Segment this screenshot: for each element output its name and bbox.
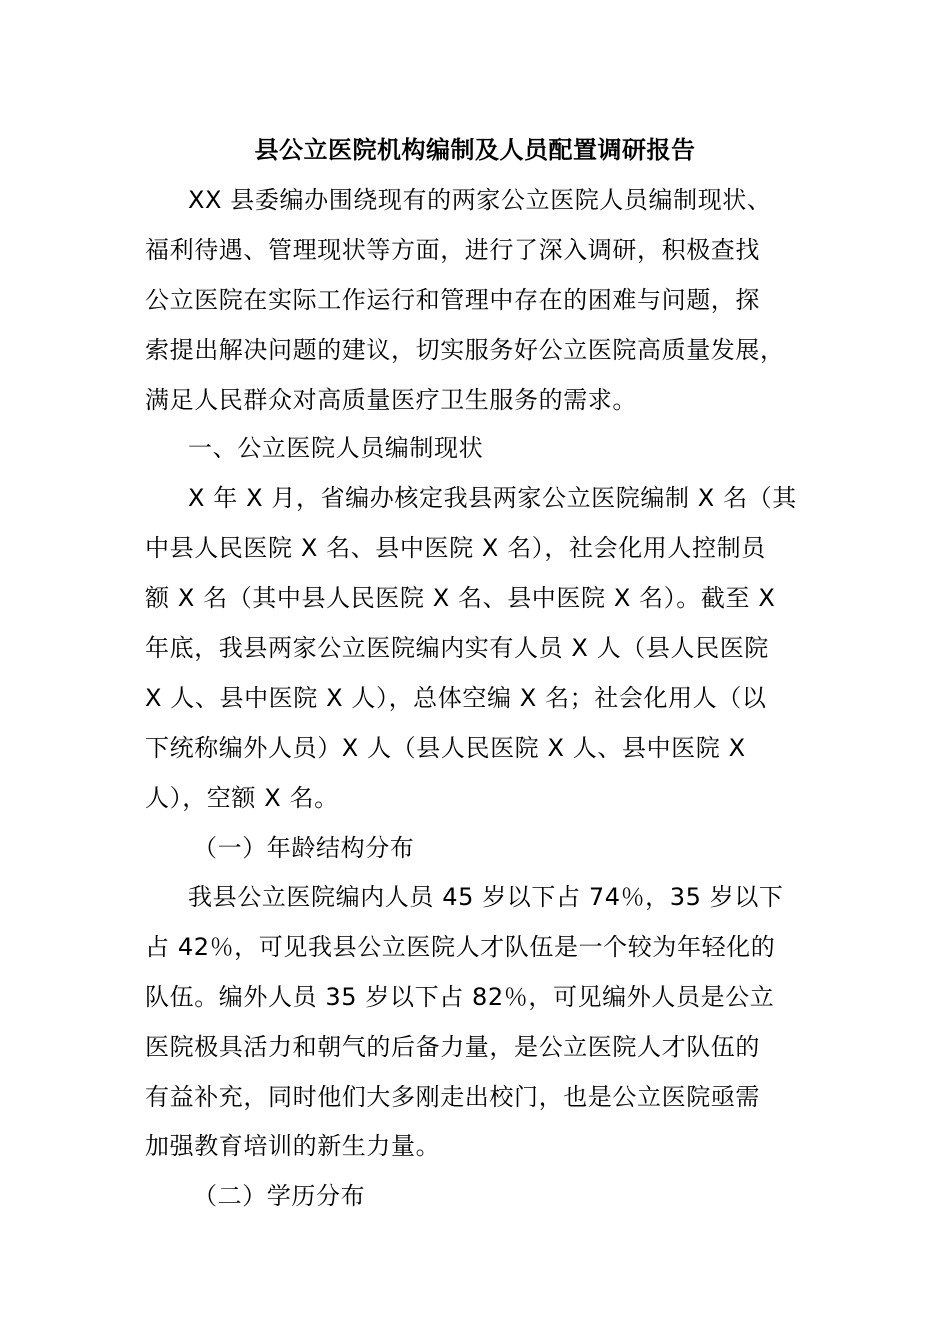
- paragraph-line: 占 42％，可见我县公立医院人才队伍是一个较为年轻化的: [145, 933, 776, 961]
- section-heading: 一、公立医院人员编制现状: [188, 434, 484, 462]
- paragraph-line: X 年 X 月，省编办核定我县两家公立医院编制 X 名（其: [188, 484, 797, 512]
- subsection-heading: （二）学历分布: [193, 1182, 366, 1210]
- paragraph-line: 公立医院在实际工作运行和管理中存在的困难与问题，探: [145, 286, 760, 314]
- paragraph-line: 满足人民群众对高质量医疗卫生服务的需求。: [145, 386, 637, 414]
- paragraph-line: 人），空额 X 名。: [145, 784, 339, 812]
- paragraph-line: 下统称编外人员）X 人（县人民医院 X 人、县中医院 X: [145, 734, 746, 762]
- paragraph-line: X 人、县中医院 X 人），总体空编 X 名；社会化用人（以: [145, 684, 767, 712]
- paragraph-line: 队伍。编外人员 35 岁以下占 82％，可见编外人员是公立: [145, 983, 775, 1011]
- document-title: 县公立医院机构编制及人员配置调研报告: [254, 136, 696, 164]
- paragraph-line: XX 县委编办围绕现有的两家公立医院人员编制现状、: [188, 186, 772, 214]
- paragraph-line: 额 X 名（其中县人民医院 X 名、县中医院 X 名）。截至 X: [145, 584, 776, 612]
- paragraph-line: 中县人民医院 X 名、县中医院 X 名），社会化用人控制员: [145, 534, 766, 562]
- paragraph-line: 有益补充，同时他们大多刚走出校门，也是公立医院亟需: [145, 1083, 760, 1111]
- paragraph-line: 我县公立医院编内人员 45 岁以下占 74％，35 岁以下: [188, 883, 784, 911]
- paragraph-line: 福利待遇、管理现状等方面，进行了深入调研，积极查找: [145, 236, 760, 264]
- paragraph-line: 年底，我县两家公立医院编内实有人员 X 人（县人民医院: [145, 634, 769, 662]
- subsection-heading: （一）年龄结构分布: [193, 834, 415, 862]
- paragraph-line: 加强教育培训的新生力量。: [145, 1132, 441, 1160]
- paragraph-line: 医院极具活力和朝气的后备力量，是公立医院人才队伍的: [145, 1033, 760, 1061]
- paragraph-line: 索提出解决问题的建议，切实服务好公立医院高质量发展，: [145, 336, 785, 364]
